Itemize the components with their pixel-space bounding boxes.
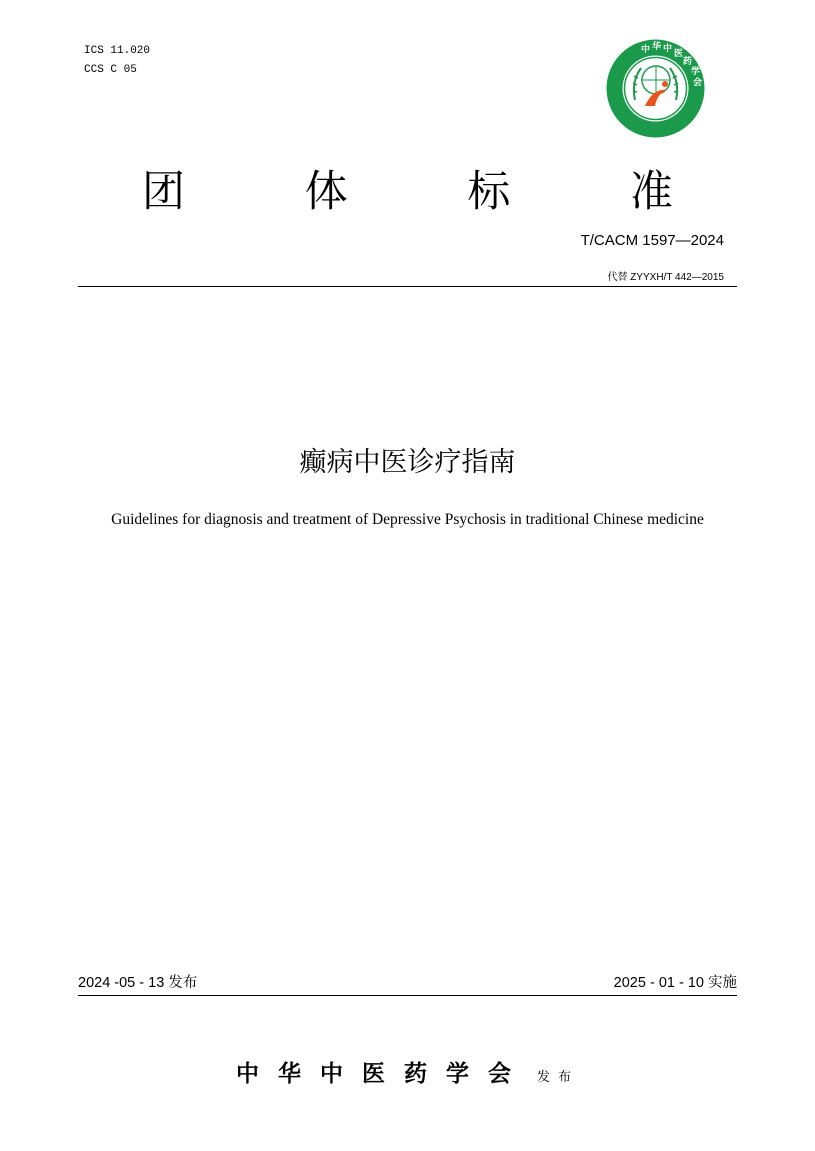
publisher-line	[0, 1055, 815, 1088]
svg-text:药: 药	[683, 57, 693, 67]
title-chinese: 癫病中医诊疗指南	[299, 447, 516, 478]
ccs-code: CCS C 05	[84, 64, 137, 76]
heading-char: 体	[304, 167, 348, 217]
publisher-action: 发布	[537, 1070, 580, 1085]
svg-text:中: 中	[641, 45, 651, 55]
issue-date: 2024 -05 - 13 发布	[78, 975, 198, 991]
svg-text:中: 中	[663, 44, 673, 54]
svg-text:华: 华	[652, 42, 662, 52]
header-divider	[78, 286, 737, 287]
implementation-date: 2025 - 01 - 10 实施	[613, 975, 737, 991]
ics-code: ICS 11.020	[84, 45, 151, 57]
classification-codes	[84, 42, 150, 80]
association-logo-icon	[605, 38, 706, 139]
heading-char: 团	[142, 167, 185, 217]
standard-type-heading	[78, 164, 737, 220]
svg-text:学: 学	[691, 67, 701, 77]
heading-char: 准	[629, 167, 673, 217]
svg-text:会: 会	[693, 78, 703, 88]
footer-divider	[78, 995, 737, 996]
replaces-standard: 代替 ZYYXH/T 442—2015	[607, 272, 724, 283]
standard-number: T/CACM 1597—2024	[580, 232, 724, 249]
svg-text:医: 医	[674, 49, 684, 59]
heading-char: 标	[467, 167, 511, 217]
title-english: Guidelines for diagnosis and treatment of Depressive Psychosis in traditional Chinese medicine	[111, 511, 704, 528]
publisher-name: 中华中医药学会	[235, 1061, 530, 1087]
